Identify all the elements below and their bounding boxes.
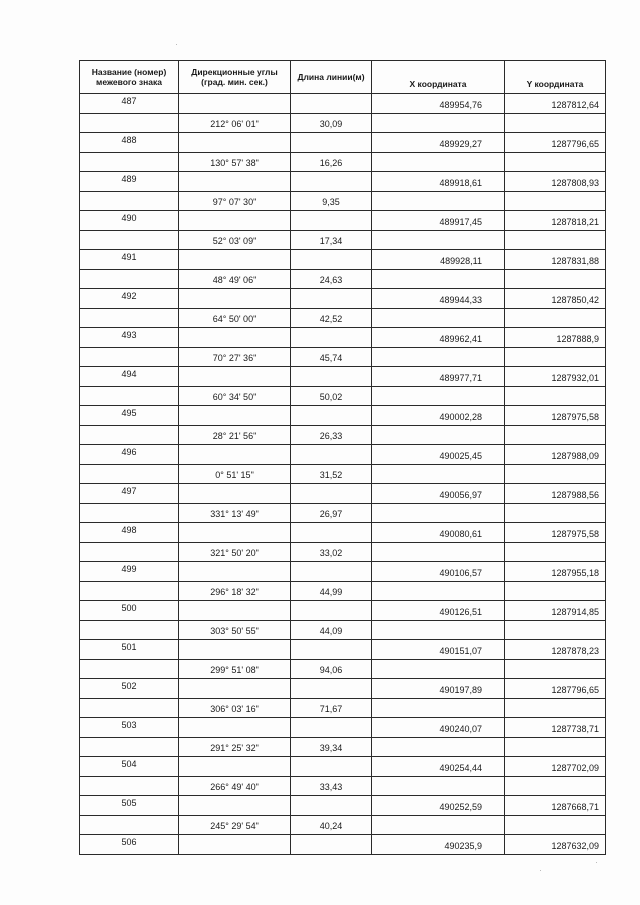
cell-direction-angle xyxy=(179,172,291,192)
cell-direction-angle: 291° 25' 32" xyxy=(179,737,291,757)
cell-marker-name: 493 xyxy=(80,328,179,348)
cell-line-length: 44,09 xyxy=(291,620,372,640)
cell-direction-angle: 97° 07' 30" xyxy=(179,191,291,211)
cell-direction-angle: 299° 51' 08" xyxy=(179,659,291,679)
cell-x-coordinate: 489928,11 xyxy=(372,250,505,270)
cell-marker-name: 501 xyxy=(80,640,179,660)
cell-x-coordinate: 490151,07 xyxy=(372,640,505,660)
cell-x-coordinate xyxy=(372,347,505,367)
cell-x-coordinate xyxy=(372,230,505,250)
cell-x-coordinate: 490025,45 xyxy=(372,445,505,465)
cell-line-length xyxy=(291,172,372,192)
cell-x-coordinate xyxy=(372,191,505,211)
cell-marker-name: 494 xyxy=(80,367,179,387)
table-row xyxy=(80,172,606,192)
table-row xyxy=(80,406,606,426)
cell-marker-name: 495 xyxy=(80,406,179,426)
cell-x-coordinate: 490235,9 xyxy=(372,835,505,855)
cell-x-coordinate: 490002,28 xyxy=(372,406,505,426)
cell-y-coordinate xyxy=(505,776,606,796)
table-row xyxy=(80,542,606,562)
cell-line-length: 71,67 xyxy=(291,698,372,718)
header-line-length: Длина линии(м) xyxy=(291,61,372,94)
cell-direction-angle xyxy=(179,445,291,465)
cell-direction-angle: 321° 50' 20" xyxy=(179,542,291,562)
table-row xyxy=(80,152,606,172)
cell-line-length xyxy=(291,328,372,348)
cell-direction-angle xyxy=(179,133,291,153)
cell-marker-name xyxy=(80,542,179,562)
cell-direction-angle: 0° 51' 15" xyxy=(179,464,291,484)
cell-line-length xyxy=(291,289,372,309)
cell-x-coordinate: 489917,45 xyxy=(372,211,505,231)
cell-y-coordinate xyxy=(505,113,606,133)
cell-direction-angle: 266° 49' 40" xyxy=(179,776,291,796)
table-row xyxy=(80,776,606,796)
table-body xyxy=(80,94,606,855)
scan-speck xyxy=(176,44,177,45)
cell-direction-angle xyxy=(179,367,291,387)
boundary-coordinates-table xyxy=(79,60,606,855)
cell-direction-angle xyxy=(179,94,291,114)
scan-speck xyxy=(540,870,541,871)
table-row xyxy=(80,308,606,328)
scan-speck xyxy=(596,862,597,863)
cell-marker-name xyxy=(80,464,179,484)
cell-marker-name xyxy=(80,113,179,133)
cell-y-coordinate xyxy=(505,152,606,172)
cell-line-length: 42,52 xyxy=(291,308,372,328)
cell-direction-angle xyxy=(179,601,291,621)
cell-y-coordinate xyxy=(505,542,606,562)
table-row xyxy=(80,503,606,523)
cell-line-length xyxy=(291,211,372,231)
cell-line-length xyxy=(291,484,372,504)
cell-direction-angle xyxy=(179,211,291,231)
cell-marker-name: 505 xyxy=(80,796,179,816)
cell-marker-name xyxy=(80,386,179,406)
cell-line-length: 40,24 xyxy=(291,815,372,835)
cell-marker-name: 490 xyxy=(80,211,179,231)
cell-line-length: 33,02 xyxy=(291,542,372,562)
cell-marker-name: 500 xyxy=(80,601,179,621)
table-row xyxy=(80,757,606,777)
cell-line-length: 39,34 xyxy=(291,737,372,757)
cell-y-coordinate xyxy=(505,620,606,640)
cell-x-coordinate xyxy=(372,113,505,133)
cell-line-length xyxy=(291,406,372,426)
cell-direction-angle xyxy=(179,328,291,348)
table-row xyxy=(80,386,606,406)
table-row xyxy=(80,620,606,640)
cell-y-coordinate: 1287932,01 xyxy=(505,367,606,387)
table-row xyxy=(80,679,606,699)
cell-y-coordinate: 1287702,09 xyxy=(505,757,606,777)
cell-line-length: 94,06 xyxy=(291,659,372,679)
table-row xyxy=(80,250,606,270)
table-row xyxy=(80,562,606,582)
cell-direction-angle xyxy=(179,250,291,270)
table-row xyxy=(80,113,606,133)
cell-x-coordinate: 490080,61 xyxy=(372,523,505,543)
cell-x-coordinate: 489962,41 xyxy=(372,328,505,348)
cell-x-coordinate xyxy=(372,542,505,562)
cell-direction-angle xyxy=(179,835,291,855)
cell-y-coordinate: 1287988,09 xyxy=(505,445,606,465)
cell-y-coordinate xyxy=(505,308,606,328)
cell-line-length xyxy=(291,679,372,699)
cell-direction-angle xyxy=(179,796,291,816)
cell-x-coordinate xyxy=(372,269,505,289)
cell-y-coordinate xyxy=(505,464,606,484)
table-row xyxy=(80,581,606,601)
cell-marker-name: 492 xyxy=(80,289,179,309)
cell-line-length: 24,63 xyxy=(291,269,372,289)
cell-x-coordinate xyxy=(372,386,505,406)
cell-y-coordinate xyxy=(505,737,606,757)
cell-marker-name: 488 xyxy=(80,133,179,153)
cell-y-coordinate: 1287878,23 xyxy=(505,640,606,660)
cell-marker-name: 499 xyxy=(80,562,179,582)
cell-x-coordinate xyxy=(372,308,505,328)
cell-y-coordinate xyxy=(505,425,606,445)
cell-marker-name xyxy=(80,698,179,718)
cell-marker-name: 506 xyxy=(80,835,179,855)
cell-marker-name xyxy=(80,347,179,367)
cell-y-coordinate xyxy=(505,230,606,250)
cell-line-length: 45,74 xyxy=(291,347,372,367)
cell-x-coordinate: 489954,76 xyxy=(372,94,505,114)
cell-direction-angle: 130° 57' 38" xyxy=(179,152,291,172)
cell-x-coordinate xyxy=(372,815,505,835)
cell-line-length xyxy=(291,367,372,387)
cell-y-coordinate: 1287850,42 xyxy=(505,289,606,309)
cell-direction-angle: 28° 21' 56" xyxy=(179,425,291,445)
cell-line-length: 30,09 xyxy=(291,113,372,133)
cell-marker-name xyxy=(80,152,179,172)
table-row xyxy=(80,94,606,114)
cell-marker-name xyxy=(80,620,179,640)
cell-y-coordinate: 1287668,71 xyxy=(505,796,606,816)
cell-y-coordinate: 1287796,65 xyxy=(505,679,606,699)
cell-line-length xyxy=(291,133,372,153)
table-row xyxy=(80,737,606,757)
cell-y-coordinate: 1287632,09 xyxy=(505,835,606,855)
cell-x-coordinate xyxy=(372,425,505,445)
cell-line-length xyxy=(291,796,372,816)
cell-y-coordinate xyxy=(505,503,606,523)
table-row xyxy=(80,425,606,445)
cell-x-coordinate xyxy=(372,503,505,523)
cell-direction-angle xyxy=(179,484,291,504)
table-row xyxy=(80,484,606,504)
cell-marker-name: 496 xyxy=(80,445,179,465)
table-row xyxy=(80,640,606,660)
cell-marker-name xyxy=(80,815,179,835)
cell-direction-angle: 303° 50' 55" xyxy=(179,620,291,640)
cell-direction-angle: 245° 29' 54" xyxy=(179,815,291,835)
cell-direction-angle xyxy=(179,289,291,309)
cell-x-coordinate: 490126,51 xyxy=(372,601,505,621)
cell-marker-name: 504 xyxy=(80,757,179,777)
cell-line-length: 31,52 xyxy=(291,464,372,484)
cell-x-coordinate xyxy=(372,659,505,679)
cell-y-coordinate: 1287914,85 xyxy=(505,601,606,621)
cell-marker-name: 498 xyxy=(80,523,179,543)
cell-line-length: 26,33 xyxy=(291,425,372,445)
cell-x-coordinate xyxy=(372,698,505,718)
cell-marker-name: 489 xyxy=(80,172,179,192)
cell-direction-angle: 212° 06' 01" xyxy=(179,113,291,133)
header-marker-name: Название (номер) межевого знака xyxy=(80,61,179,94)
cell-line-length: 26,97 xyxy=(291,503,372,523)
cell-y-coordinate: 1287988,56 xyxy=(505,484,606,504)
header-x-coordinate: X координата xyxy=(372,61,505,94)
table-row xyxy=(80,815,606,835)
cell-line-length: 16,26 xyxy=(291,152,372,172)
cell-x-coordinate xyxy=(372,581,505,601)
table-row xyxy=(80,698,606,718)
cell-x-coordinate xyxy=(372,737,505,757)
cell-direction-angle: 48° 49' 06" xyxy=(179,269,291,289)
cell-direction-angle xyxy=(179,562,291,582)
cell-x-coordinate: 489918,61 xyxy=(372,172,505,192)
cell-x-coordinate: 490056,97 xyxy=(372,484,505,504)
cell-marker-name xyxy=(80,659,179,679)
table-row xyxy=(80,230,606,250)
cell-marker-name xyxy=(80,425,179,445)
table-row xyxy=(80,347,606,367)
table-row xyxy=(80,445,606,465)
cell-y-coordinate xyxy=(505,269,606,289)
table-row xyxy=(80,289,606,309)
cell-direction-angle: 60° 34' 50" xyxy=(179,386,291,406)
cell-line-length xyxy=(291,562,372,582)
cell-x-coordinate: 489929,27 xyxy=(372,133,505,153)
cell-marker-name xyxy=(80,308,179,328)
cell-y-coordinate: 1287975,58 xyxy=(505,406,606,426)
cell-line-length xyxy=(291,640,372,660)
cell-y-coordinate: 1287818,21 xyxy=(505,211,606,231)
header-y-coordinate: Y координата xyxy=(505,61,606,94)
cell-y-coordinate: 1287831,88 xyxy=(505,250,606,270)
table-row xyxy=(80,523,606,543)
cell-x-coordinate: 490197,89 xyxy=(372,679,505,699)
cell-marker-name: 503 xyxy=(80,718,179,738)
header-direction-angle: Дирекционные углы (град. мин. сек.) xyxy=(179,61,291,94)
cell-y-coordinate xyxy=(505,386,606,406)
table-row xyxy=(80,211,606,231)
cell-line-length xyxy=(291,94,372,114)
table-row xyxy=(80,133,606,153)
cell-marker-name: 497 xyxy=(80,484,179,504)
cell-line-length xyxy=(291,601,372,621)
table-row xyxy=(80,796,606,816)
cell-direction-angle xyxy=(179,406,291,426)
cell-y-coordinate xyxy=(505,815,606,835)
cell-direction-angle xyxy=(179,718,291,738)
cell-y-coordinate: 1287955,18 xyxy=(505,562,606,582)
cell-direction-angle: 64° 50' 00" xyxy=(179,308,291,328)
cell-line-length: 44,99 xyxy=(291,581,372,601)
cell-line-length xyxy=(291,523,372,543)
cell-direction-angle xyxy=(179,640,291,660)
cell-line-length: 33,43 xyxy=(291,776,372,796)
cell-x-coordinate: 490252,59 xyxy=(372,796,505,816)
cell-marker-name: 502 xyxy=(80,679,179,699)
cell-x-coordinate xyxy=(372,620,505,640)
cell-y-coordinate xyxy=(505,698,606,718)
table-row xyxy=(80,835,606,855)
cell-direction-angle: 331° 13' 49" xyxy=(179,503,291,523)
cell-direction-angle: 70° 27' 36" xyxy=(179,347,291,367)
cell-y-coordinate: 1287975,58 xyxy=(505,523,606,543)
cell-marker-name: 491 xyxy=(80,250,179,270)
cell-direction-angle: 52° 03' 09" xyxy=(179,230,291,250)
table-row xyxy=(80,269,606,289)
cell-marker-name xyxy=(80,269,179,289)
cell-direction-angle: 296° 18' 32" xyxy=(179,581,291,601)
cell-marker-name xyxy=(80,230,179,250)
cell-line-length: 17,34 xyxy=(291,230,372,250)
cell-y-coordinate: 1287888,9 xyxy=(505,328,606,348)
cell-x-coordinate: 490240,07 xyxy=(372,718,505,738)
cell-y-coordinate xyxy=(505,191,606,211)
cell-marker-name xyxy=(80,503,179,523)
cell-x-coordinate xyxy=(372,464,505,484)
cell-marker-name xyxy=(80,776,179,796)
cell-x-coordinate: 489944,33 xyxy=(372,289,505,309)
cell-x-coordinate: 490254,44 xyxy=(372,757,505,777)
cell-direction-angle: 306° 03' 16" xyxy=(179,698,291,718)
cell-x-coordinate xyxy=(372,152,505,172)
cell-line-length xyxy=(291,445,372,465)
table-row xyxy=(80,601,606,621)
cell-marker-name: 487 xyxy=(80,94,179,114)
table-row xyxy=(80,464,606,484)
cell-marker-name xyxy=(80,581,179,601)
cell-line-length xyxy=(291,250,372,270)
cell-direction-angle xyxy=(179,757,291,777)
cell-y-coordinate: 1287808,93 xyxy=(505,172,606,192)
table-row xyxy=(80,191,606,211)
cell-x-coordinate: 490106,57 xyxy=(372,562,505,582)
table-row xyxy=(80,718,606,738)
cell-y-coordinate: 1287812,64 xyxy=(505,94,606,114)
cell-y-coordinate: 1287796,65 xyxy=(505,133,606,153)
cell-y-coordinate xyxy=(505,659,606,679)
table-header-row xyxy=(80,61,606,94)
cell-x-coordinate xyxy=(372,776,505,796)
cell-y-coordinate xyxy=(505,581,606,601)
table-row xyxy=(80,367,606,387)
cell-line-length xyxy=(291,718,372,738)
cell-direction-angle xyxy=(179,523,291,543)
cell-y-coordinate xyxy=(505,347,606,367)
cell-y-coordinate: 1287738,71 xyxy=(505,718,606,738)
cell-marker-name xyxy=(80,737,179,757)
table-row xyxy=(80,659,606,679)
cell-x-coordinate: 489977,71 xyxy=(372,367,505,387)
cell-direction-angle xyxy=(179,679,291,699)
table-row xyxy=(80,328,606,348)
cell-line-length: 50,02 xyxy=(291,386,372,406)
cell-line-length xyxy=(291,835,372,855)
cell-line-length xyxy=(291,757,372,777)
cell-marker-name xyxy=(80,191,179,211)
cell-line-length: 9,35 xyxy=(291,191,372,211)
